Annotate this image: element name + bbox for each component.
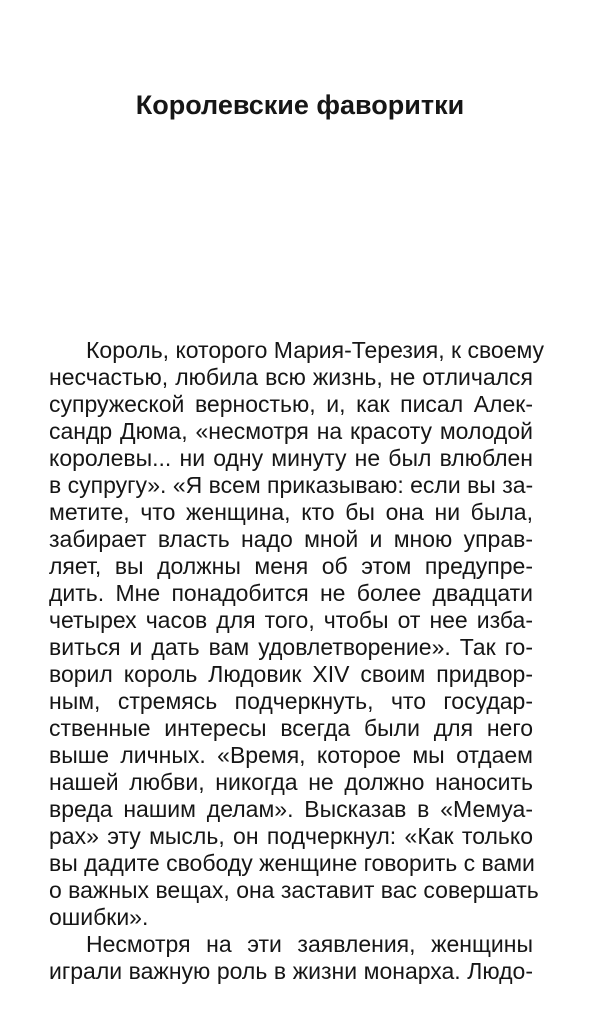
text-line: ственные интересы всегда были для него <box>49 715 533 741</box>
text-line: о важных вещах, она заставит вас совершать <box>49 877 539 903</box>
text-line: выше личных. «Время, которое мы отдаем <box>49 742 533 768</box>
text-line: Король, которого Мария-Терезия, к своему <box>86 337 545 363</box>
text-line: несчастью, любила всю жизнь, не отличался <box>49 364 533 390</box>
text-line: королевы... ни одну минуту не был влюблен <box>49 445 533 471</box>
text-line: виться и дать вам удовлетворение». Так го- <box>49 634 533 660</box>
text-line: в супругу». «Я всем приказываю: если вы за- <box>49 472 534 498</box>
text-line: супружеской верностью, и, как писал Алек- <box>49 391 533 417</box>
text-line: сандр Дюма, «несмотря на красоту молодой <box>49 418 533 444</box>
text-line: забирает власть надо мной и мною управ- <box>49 526 533 552</box>
text-line: ошибки». <box>49 904 149 930</box>
text-line: вы дадите свободу женщине говорить с вами <box>49 850 535 876</box>
text-line: играли важную роль в жизни монарха. Людо- <box>49 958 533 984</box>
text-line: ворил король Людовик XIV своим придвор- <box>49 661 533 687</box>
text-line: Несмотря на эти заявления, женщины <box>86 931 533 957</box>
text-line: рах» эту мысль, он подчеркнул: «Как только <box>49 823 533 849</box>
text-line: ляет, вы должны меня об этом предупре- <box>49 553 533 579</box>
text-line: вреда нашим делам». Высказав в «Мемуа- <box>49 796 533 822</box>
page-body <box>49 337 545 985</box>
text-line: ным, стремясь подчеркнуть, что государ- <box>49 688 533 714</box>
text-line: дить. Мне понадобится не более двадцати <box>49 580 533 606</box>
text-line: четырех часов для того, чтобы от нее изба- <box>49 607 533 633</box>
text-line: метите, что женщина, кто бы она ни была, <box>49 499 533 525</box>
chapter-title: Королевские фаворитки <box>135 90 465 120</box>
text-line: нашей любви, никогда не должно наносить <box>49 769 533 795</box>
